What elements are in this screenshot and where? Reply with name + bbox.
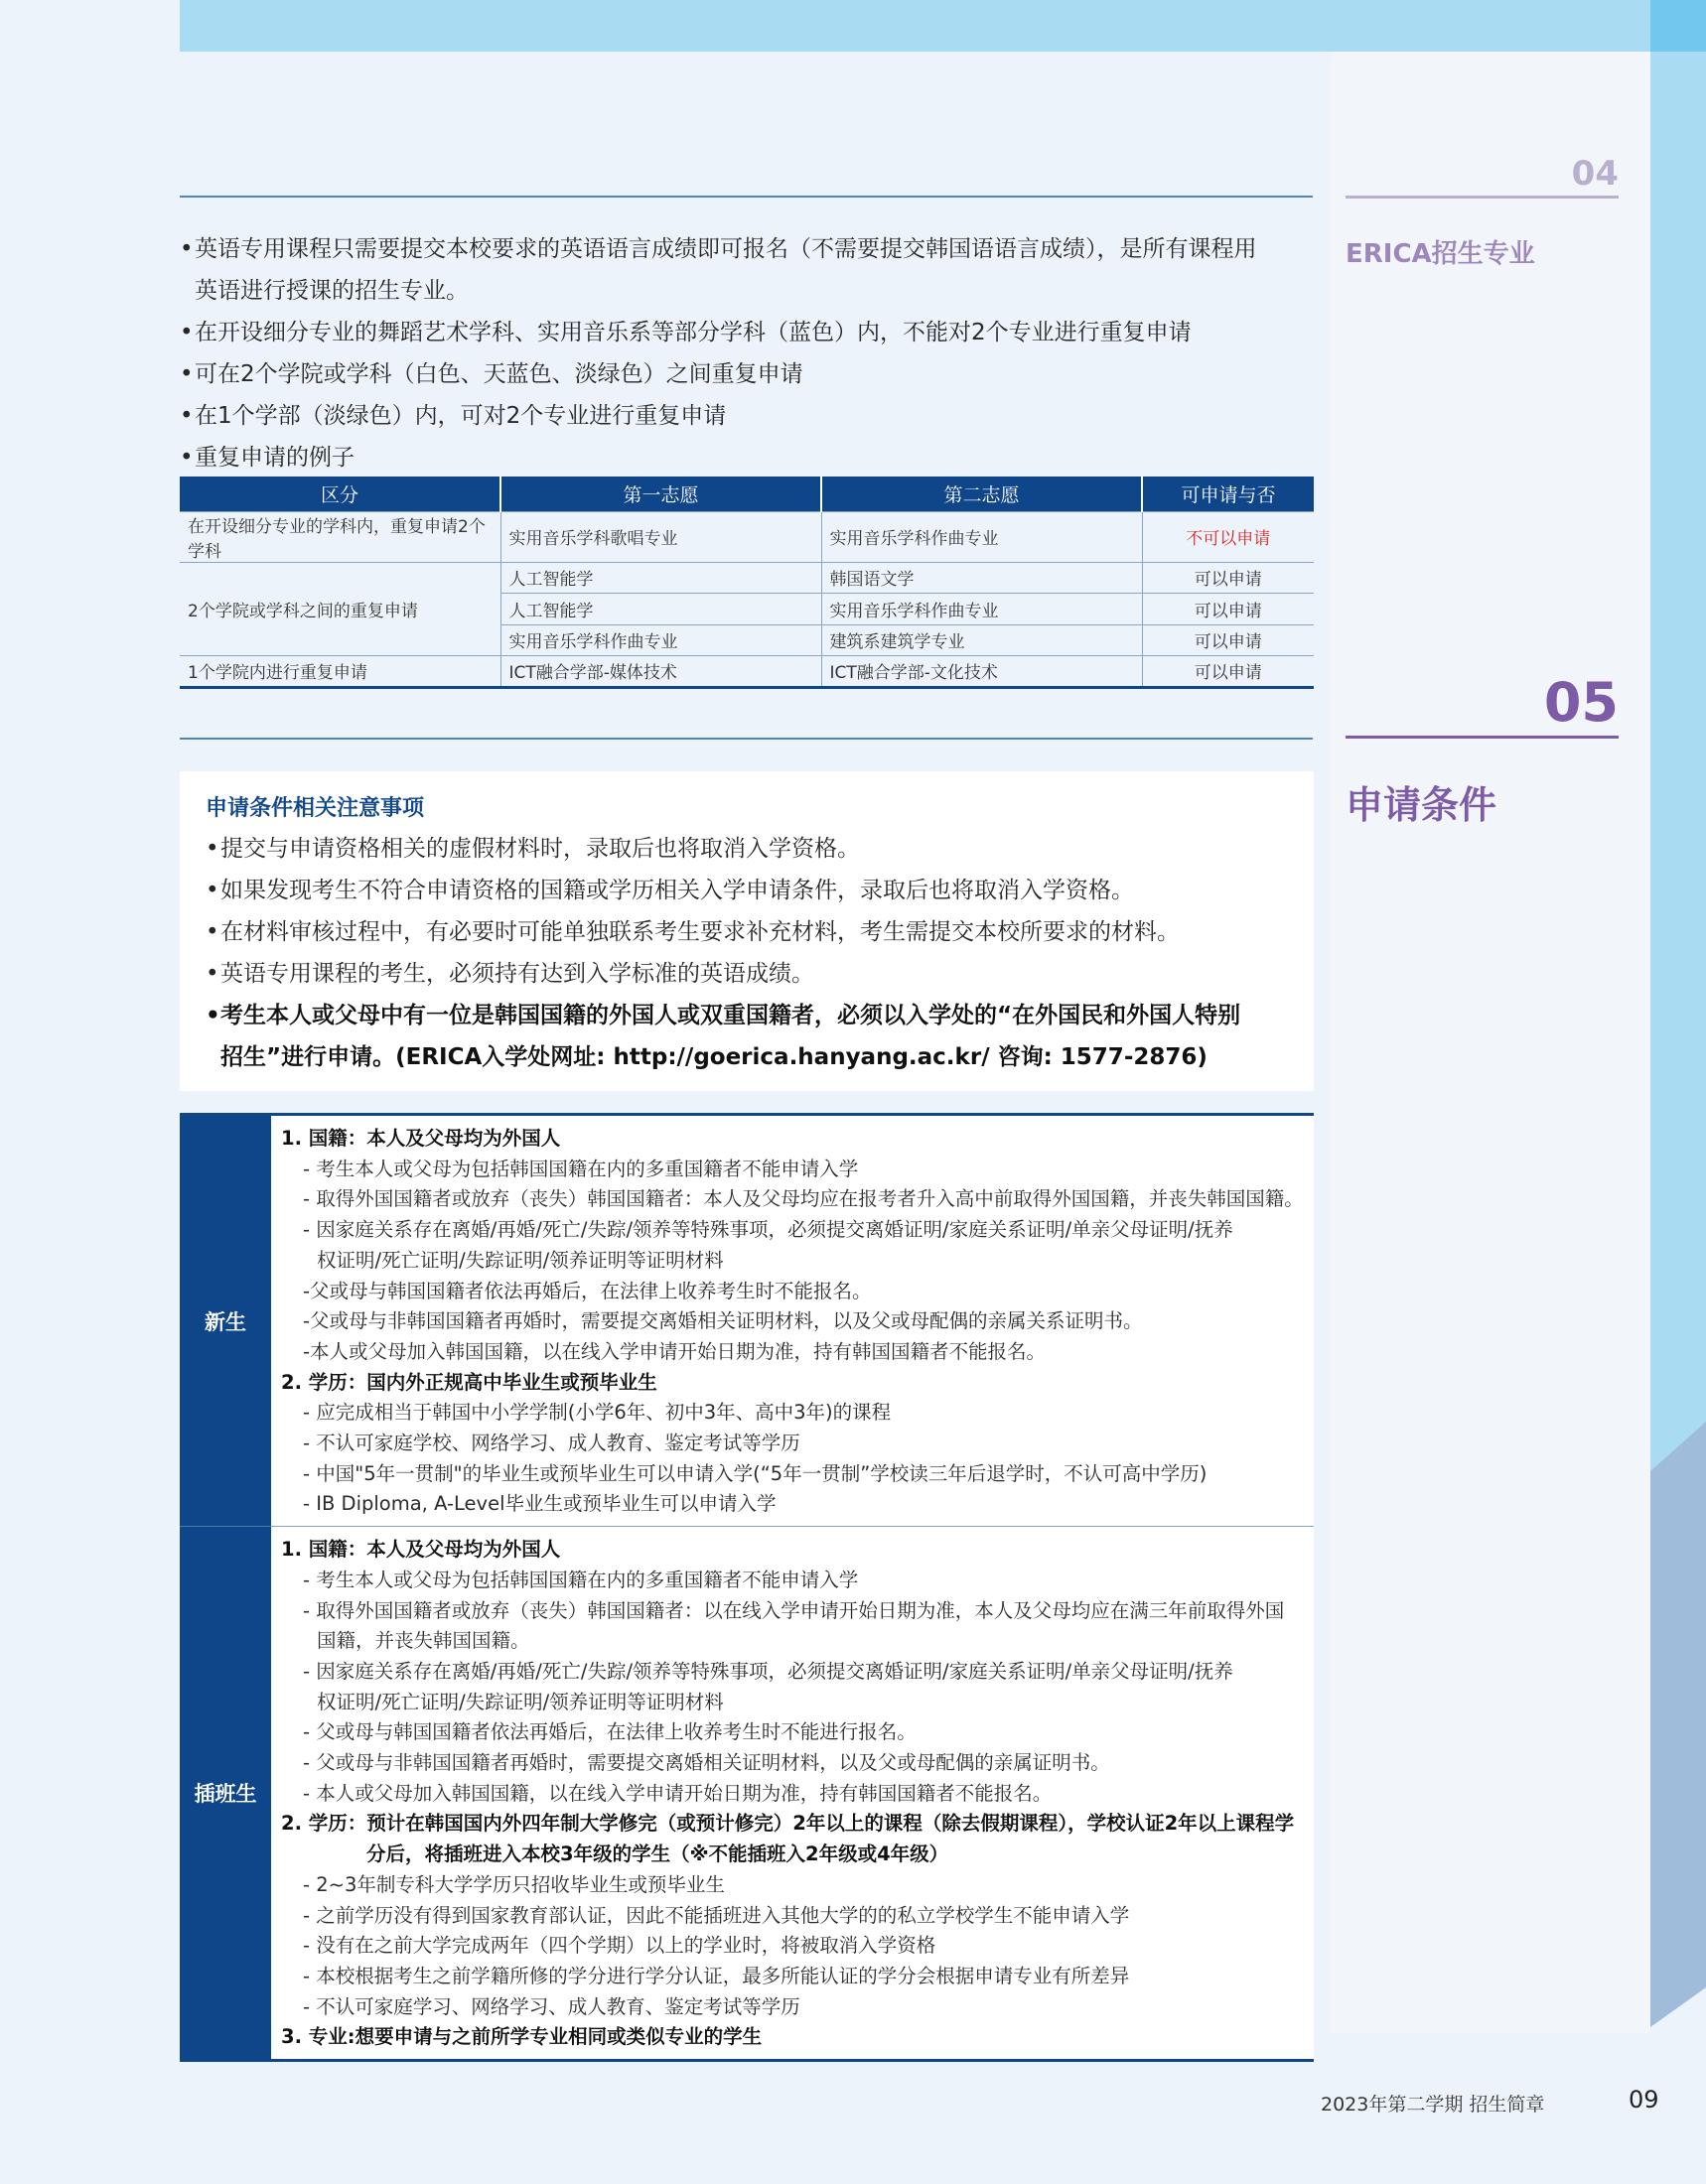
requirement-line: - 应完成相当于韩国中小学学制(小学6年、初中3年、高中3年)的课程 bbox=[303, 1401, 892, 1425]
requirement-line: - 取得外国国籍者或放弃（丧失）韩国国籍者：本人及父母均应在报考者升入高中前取得外国国籍，并丧失韩国国籍。 bbox=[303, 1187, 1304, 1211]
side-panel bbox=[1331, 52, 1650, 2033]
footer-brochure-title: 2023年第二学期 招生简章 bbox=[1321, 2094, 1545, 2116]
table-row bbox=[180, 511, 1314, 562]
requirement-line: 国籍，并丧失韩国国籍。 bbox=[317, 1629, 530, 1653]
section-04-title: ERICA招生专业 bbox=[1346, 239, 1535, 269]
requirement-line: - 考生本人或父母为包括韩国国籍在内的多重国籍者不能申请入学 bbox=[303, 1157, 859, 1180]
table-cell: 在开设细分专业的学科内，重复申请2个学科 bbox=[180, 511, 500, 562]
table-cell: 可以申请 bbox=[1142, 562, 1314, 594]
requirement-line: - 本校根据考生之前学籍所修的学分进行学分认证，最多所能认证的学分会根据申请专业有所差异 bbox=[303, 1964, 1130, 1987]
notice-box bbox=[180, 771, 1314, 1091]
requirement-heading: 1. 国籍：本人及父母均为外国人 bbox=[281, 1127, 561, 1150]
bullet-no-dup-blue: • 在开设细分专业的舞蹈艺术学科、实用音乐系等部分学科（蓝色）内，不能对2个专业进行重复申请 bbox=[180, 312, 1317, 353]
requirement-heading: 2. 学历：预计在韩国国内外四年制大学修完（或预计修完）2年以上的课程（除去假期课程），学校认证2年以上课程学 bbox=[281, 1812, 1295, 1836]
section-04-underline bbox=[1346, 196, 1619, 199]
page-number: 09 bbox=[1629, 2086, 1659, 2114]
section-04-bullets bbox=[180, 228, 1317, 478]
table-cell: 实用音乐学科作曲专业 bbox=[821, 594, 1142, 625]
table-cell: 韩国语文学 bbox=[821, 562, 1142, 594]
notice-item-important: • 考生本人或父母中有一位是韩国国籍的外国人或双重国籍者，必须以入学处的“在外国民和外国人特别 招生”进行申请。(ERICA入学处网址: http://goerica.hanyang.ac.kr/ 咨询: 1577-2876) bbox=[206, 995, 1288, 1078]
table-cell: 建筑系建筑学专业 bbox=[821, 624, 1142, 656]
requirement-heading: 分后，将插班进入本校3年级的学生（※不能插班入2年级或4年级） bbox=[366, 1843, 949, 1866]
notice-item: • 英语专用课程的考生，必须持有达到入学标准的英语成绩。 bbox=[206, 953, 1288, 995]
requirement-line: - 因家庭关系存在离婚/再婚/死亡/失踪/领养等特殊事项，必须提交离婚证明/家庭关系证明/单亲父母证明/抚养 bbox=[303, 1659, 1233, 1683]
table-row bbox=[180, 656, 1314, 688]
freshman-requirements bbox=[271, 1115, 1314, 1527]
requirement-heading: 2. 学历：国内外正规高中毕业生或预毕业生 bbox=[281, 1370, 657, 1394]
requirement-line: -父或母与非韩国国籍者再婚时，需要提交离婚相关证明材料，以及父或母配偶的亲属关系证明书。 bbox=[303, 1309, 1143, 1333]
requirements-table bbox=[180, 1113, 1314, 2062]
requirement-line: - 父或母与韩国国籍者依法再婚后，在法律上收养考生时不能进行报名。 bbox=[303, 1720, 917, 1744]
table-cell: 可以申请 bbox=[1142, 656, 1314, 688]
freshman-label: 新生 bbox=[180, 1115, 271, 1527]
notice-item: • 在材料审核过程中，有必要时可能单独联系考生要求补充材料，考生需提交本校所要求的材料。 bbox=[206, 911, 1288, 953]
table-header-row bbox=[180, 477, 1314, 511]
right-color-stripe bbox=[1650, 52, 1706, 2037]
transfer-label: 插班生 bbox=[180, 1527, 271, 2061]
duplicate-application-table bbox=[180, 477, 1314, 689]
table-cell: 实用音乐学科作曲专业 bbox=[821, 511, 1142, 562]
col-second-choice: 第二志愿 bbox=[821, 477, 1142, 511]
requirement-heading: 3. 专业:想要申请与之前所学专业相同或类似专业的学生 bbox=[281, 2025, 763, 2049]
table-cell: ICT融合学部-文化技术 bbox=[821, 656, 1142, 688]
col-category: 区分 bbox=[180, 477, 500, 511]
section-05-underline bbox=[1346, 736, 1619, 739]
col-first-choice: 第一志愿 bbox=[500, 477, 821, 511]
requirement-line: - 2~3年制专科大学学历只招收毕业生或预毕业生 bbox=[303, 1872, 725, 1896]
requirement-line: - 不认可家庭学习、网络学习、成人教育、鉴定考试等学历 bbox=[303, 1994, 800, 2018]
table-cell: 可以申请 bbox=[1142, 624, 1314, 656]
col-eligibility: 可申请与否 bbox=[1142, 477, 1314, 511]
section-05-number: 05 bbox=[1543, 671, 1619, 734]
transfer-requirements bbox=[271, 1527, 1314, 2061]
transfer-row bbox=[180, 1527, 1314, 2061]
notice-item: • 如果发现考生不符合申请资格的国籍或学历相关入学申请条件，录取后也将取消入学资格。 bbox=[206, 870, 1288, 911]
requirement-line: - 之前学历没有得到国家教育部认证，因此不能插班进入其他大学的的私立学校学生不能申请入学 bbox=[303, 1903, 1130, 1927]
requirement-line: - 本人或父母加入韩国国籍，以在线入学申请开始日期为准，持有韩国国籍者不能报名。 bbox=[303, 1781, 1053, 1805]
table-cell-not-allowed: 不可以申请 bbox=[1142, 511, 1314, 562]
section-05-title: 申请条件 bbox=[1346, 783, 1497, 827]
notice-title: 申请条件相关注意事项 bbox=[206, 796, 425, 821]
requirement-line: - IB Diploma, A-Level毕业生或预毕业生可以申请入学 bbox=[303, 1492, 777, 1516]
notice-item: • 提交与申请资格相关的虚假材料时，录取后也将取消入学资格。 bbox=[206, 828, 1288, 870]
freshman-row bbox=[180, 1115, 1314, 1527]
bullet-english-only: • 英语专用课程只需要提交本校要求的英语语言成绩即可报名（不需要提交韩国语语言成绩），是所有课程用 英语进行授课的招生专业。 bbox=[180, 228, 1317, 312]
requirement-line: 权证明/死亡证明/失踪证明/领养证明等证明材料 bbox=[317, 1690, 724, 1713]
requirement-heading: 1. 国籍：本人及父母均为外国人 bbox=[281, 1538, 561, 1562]
requirement-line: - 取得外国国籍者或放弃（丧失）韩国国籍者：以在线入学申请开始日期为准，本人及父母均应在满三年前取得外国 bbox=[303, 1598, 1285, 1622]
requirement-line: -本人或父母加入韩国国籍，以在线入学申请开始日期为准，持有韩国国籍者不能报名。 bbox=[303, 1339, 1047, 1363]
table-cell: 人工智能学 bbox=[500, 562, 821, 594]
bullet-dup-examples: • 重复申请的例子 bbox=[180, 437, 1317, 478]
top-color-band bbox=[180, 0, 1650, 52]
section-04-rule bbox=[180, 196, 1313, 198]
table-cell: 1个学院内进行重复申请 bbox=[180, 656, 500, 688]
section-05-rule bbox=[180, 738, 1313, 740]
requirement-line: - 不认可家庭学校、网络学习、成人教育、鉴定考试等学历 bbox=[303, 1432, 800, 1455]
requirement-line: - 因家庭关系存在离婚/再婚/死亡/失踪/领养等特殊事项，必须提交离婚证明/家庭关系证明/单亲父母证明/抚养 bbox=[303, 1218, 1233, 1242]
table-cell: 可以申请 bbox=[1142, 594, 1314, 625]
bullet-dup-department: • 在1个学部（淡绿色）内，可对2个专业进行重复申请 bbox=[180, 395, 1317, 437]
bullet-dup-allowed: • 可在2个学院或学科（白色、天蓝色、淡绿色）之间重复申请 bbox=[180, 353, 1317, 395]
table-cell: 实用音乐学科作曲专业 bbox=[500, 624, 821, 656]
requirement-line: - 父或母与非韩国国籍者再婚时，需要提交离婚相关证明材料，以及父或母配偶的亲属证明书。 bbox=[303, 1751, 1110, 1775]
table-cell: 2个学院或学科之间的重复申请 bbox=[180, 562, 500, 656]
table-row bbox=[180, 562, 1314, 594]
table-cell: 人工智能学 bbox=[500, 594, 821, 625]
requirement-line: - 中国"5年一贯制"的毕业生或预毕业生可以申请入学(“5年一贯制”学校读三年后退学时，不认可高中学历) bbox=[303, 1461, 1208, 1485]
requirement-line: - 没有在之前大学完成两年（四个学期）以上的学业时，将被取消入学资格 bbox=[303, 1934, 936, 1958]
table-cell: ICT融合学部-媒体技术 bbox=[500, 656, 821, 688]
requirement-line: - 考生本人或父母为包括韩国国籍在内的多重国籍者不能申请入学 bbox=[303, 1568, 859, 1591]
top-corner-block bbox=[1650, 0, 1706, 52]
requirement-line: -父或母与韩国国籍者依法再婚后，在法律上收养考生时不能报名。 bbox=[303, 1279, 872, 1302]
section-04-number: 04 bbox=[1571, 154, 1619, 194]
notice-list bbox=[206, 828, 1288, 1078]
table-cell: 实用音乐学科歌唱专业 bbox=[500, 511, 821, 562]
requirement-line: 权证明/死亡证明/失踪证明/领养证明等证明材料 bbox=[317, 1248, 724, 1272]
